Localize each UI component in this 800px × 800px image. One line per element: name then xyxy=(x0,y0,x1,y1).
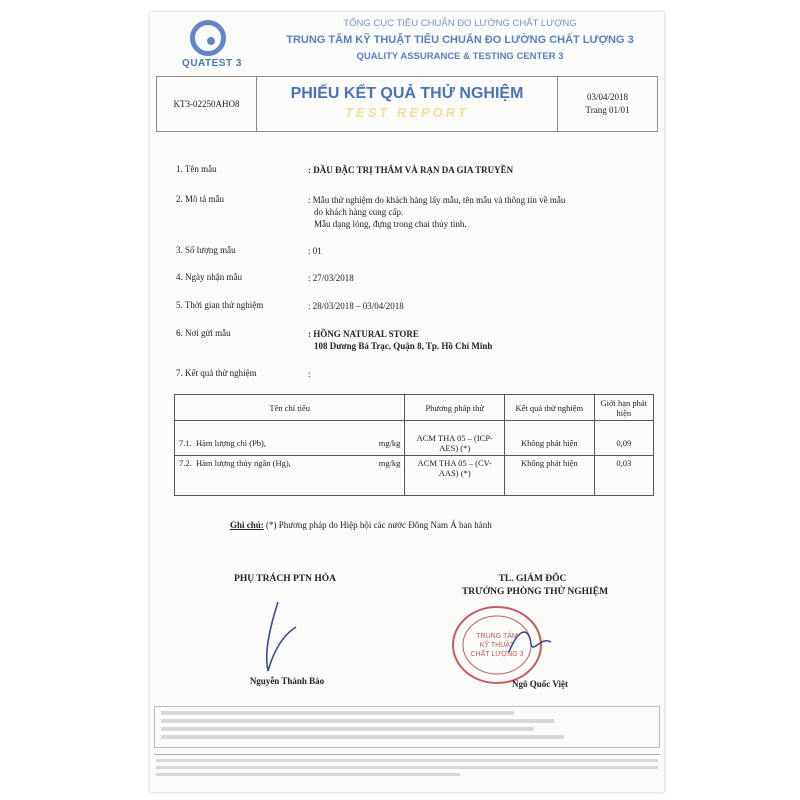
org-line-3: QUALITY ASSURANCE & TESTING CENTER 3 xyxy=(356,51,564,62)
report-date: 03/04/2018 xyxy=(586,92,628,102)
field-value-test-period: : 28/03/2018 – 03/04/2018 xyxy=(308,301,404,311)
field-label-results: 7. Kết quả thử nghiệm xyxy=(176,368,257,378)
field-value-sender: : HỒNG NATURAL STORE xyxy=(308,329,419,339)
table-row xyxy=(175,456,654,496)
right-signature xyxy=(505,622,555,662)
row-number: 7.2. xyxy=(179,458,192,468)
table-row xyxy=(175,421,654,456)
note xyxy=(230,520,492,530)
field-label-sample-name: 1. Tên mẫu xyxy=(176,164,217,174)
row-unit: mg/kg xyxy=(378,438,401,448)
right-signatory-title-1: TL. GIÁM ĐỐC xyxy=(498,574,567,584)
footer-address-lines xyxy=(154,754,660,780)
field-value-sender-address: 108 Dương Bá Trạc, Quận 8, Tp. Hồ Chí Minh xyxy=(314,341,493,351)
row-method: ACM THA 05 – (ICP-AES) (*) xyxy=(405,421,505,456)
field-value-quantity: : 01 xyxy=(308,246,322,256)
field-label-test-period: 5. Thời gian thử nghiệm xyxy=(176,300,264,310)
field-value-description: : Mẫu thử nghiệm do khách hàng lấy mẫu, tên mẫu và thông tin về mẫu xyxy=(308,195,566,205)
report-page: Trang 01/01 xyxy=(585,105,630,115)
row-result: Không phát hiện xyxy=(505,456,595,496)
table-header-result: Kết quả thử nghiệm xyxy=(505,395,595,421)
left-signature xyxy=(250,597,310,677)
field-value-description-3: Mẫu dạng lỏng, đựng trong chai thủy tinh. xyxy=(314,219,467,229)
right-signatory-name: Ngô Quốc Việt xyxy=(512,679,568,689)
table-header-method: Phương pháp thử xyxy=(405,395,505,421)
field-label-quantity: 3. Số lượng mẫu xyxy=(176,245,236,255)
footer-notes-box xyxy=(154,706,660,748)
table-cell-parameter xyxy=(175,421,405,456)
row-number: 7.1. xyxy=(179,438,192,448)
test-report-page xyxy=(150,12,664,792)
note-label: Ghi chú: xyxy=(230,520,264,530)
org-line-1: TỔNG CỤC TIÊU CHUẨN ĐO LƯỜNG CHẤT LƯỢNG xyxy=(343,18,577,29)
left-signatory-name: Nguyễn Thành Bảo xyxy=(249,676,325,686)
report-header xyxy=(156,76,658,132)
field-value-sample-name: : DẦU ĐẶC TRỊ THÂM VÀ RẠN DA GIA TRUYỀN xyxy=(308,165,514,175)
row-limit: 0,09 xyxy=(594,421,653,456)
field-label-description: 2. Mô tả mẫu xyxy=(176,194,224,204)
field-value-received-date: : 27/03/2018 xyxy=(308,273,354,283)
quatest-logo-icon xyxy=(190,20,226,56)
svg-text:CHẤT LƯỢNG 3: CHẤT LƯỢNG 3 xyxy=(470,651,524,658)
org-line-2: TRUNG TÂM KỸ THUẬT TIÊU CHUẨN ĐO LƯỜNG CHẤT LƯỢNG 3 xyxy=(286,34,634,46)
field-label-sender: 6. Nơi gửi mẫu xyxy=(176,328,231,338)
table-header-limit: Giới hạn phát hiện xyxy=(594,395,653,421)
note-text: (*) Phương pháp do Hiệp hội các nước Đông Nam Á ban hành xyxy=(266,520,492,530)
table-header-parameter: Tên chỉ tiêu xyxy=(175,395,405,421)
row-name: Hàm lượng thủy ngân (Hg), xyxy=(196,458,291,468)
svg-text:KỸ THUẬT: KỸ THUẬT xyxy=(479,642,515,649)
left-signatory-title: PHỤ TRÁCH PTN HÓA xyxy=(234,574,336,584)
field-label-received-date: 4. Ngày nhận mẫu xyxy=(176,272,242,282)
row-method: ACM THA 05 – (CV-AAS) (*) xyxy=(405,456,505,496)
row-name: Hàm lượng chì (Pb), xyxy=(196,438,267,448)
results-table xyxy=(174,394,654,496)
report-date-page xyxy=(557,77,657,131)
row-result: Không phát hiện xyxy=(505,421,595,456)
report-title: PHIẾU KẾT QUẢ THỬ NGHIỆM xyxy=(290,85,524,102)
row-limit: 0,03 xyxy=(594,456,653,496)
logo-text: QUATEST 3 xyxy=(182,58,242,69)
table-cell-parameter xyxy=(175,456,405,496)
row-unit: mg/kg xyxy=(378,458,401,468)
right-signatory-title-2: TRƯỞNG PHÒNG THỬ NGHIỆM xyxy=(461,587,609,597)
report-code: KT3-02250AHO8 xyxy=(157,77,257,131)
svg-text:TRUNG TÂM: TRUNG TÂM xyxy=(476,633,518,640)
report-subtitle: TEST REPORT xyxy=(345,105,469,120)
field-value-results: : xyxy=(308,369,311,379)
field-value-description-2: do khách hàng cung cấp. xyxy=(314,207,404,217)
